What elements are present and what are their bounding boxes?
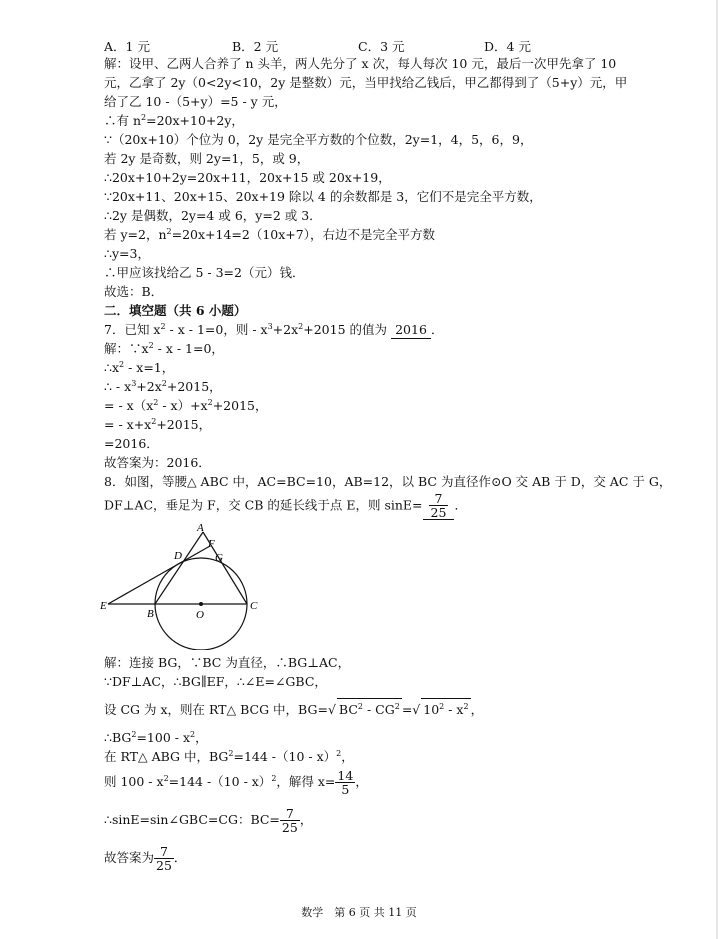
sqrt-bc-cg: $BC^2 - CG^2$: [337, 698, 402, 721]
q6-solution-line: ∴20x+10+2y=20x+11，20x+15 或 20x+19，: [104, 170, 391, 185]
q6-solution-line: 若 y=2，$n^2=20x+14=2(10x+7)$，右边不是完全平方数: [104, 227, 435, 242]
option-a: A．1 元: [104, 39, 150, 54]
q6-solution-line: 元，乙拿了 2y（0<2y<10，2y 是整数）元，当甲找给乙钱后，甲乙都得到了（5+y）元，甲: [104, 75, 628, 90]
line-ab: [155, 532, 203, 604]
q8-solution-line: $\therefore BG^2=100 - x^2$，: [104, 730, 208, 745]
q6-solution-line: ∴2y 是偶数，2y=4 或 6，y=2 或 3．: [104, 208, 322, 223]
fraction-7-25: $\frac{7}{25}$: [281, 806, 298, 835]
q6-solution-line: ∴甲应该找给乙 5 - 3=2（元）钱．: [104, 265, 305, 280]
q7-solution-line: 故答案为：2016．: [104, 455, 211, 470]
q6-solution-line: ∴有 $n^2=20x+10+2y$，: [104, 113, 244, 128]
option-d: D．4 元: [484, 39, 531, 54]
label-g: G: [215, 552, 223, 564]
q7-solution-line: =2016．: [104, 436, 159, 451]
geometry-figure: [96, 520, 276, 650]
line-ef: [108, 546, 210, 604]
q8-stem: 8．如图，等腰△ ABC 中，AC=BC=10，AB=12，以 BC 为直径作⊙O 交 AB 于 D，交 AC 于 G，: [104, 474, 672, 489]
fraction-14-5: $\frac{14}{5}$: [337, 768, 354, 797]
q8-answer-fraction: $\frac{7}{25}$: [423, 492, 455, 520]
q6-solution-line: 解：设甲、乙两人合养了 n 头羊，两人先分了 x 次，每人每次 10 元，最后一次甲先拿了 10: [104, 56, 617, 71]
q6-solution-line: ∵20x+11、20x+15、20x+19 除以 4 的余数都是 3，它们不是完全平方数，: [104, 189, 542, 204]
q6-solution-line: ∴y=3，: [104, 246, 150, 261]
q7-solution-line: = - $x+x^2+2015$，: [104, 417, 212, 432]
option-b: B．2 元: [232, 39, 279, 54]
q8-solution-line: 设 CG 为 x，则在 RT△ BCG 中，BG=√ $BC^2 - CG^2$ =√ $10^2 - x^2$ ，: [104, 698, 483, 721]
label-f: F: [208, 538, 215, 550]
section-title: 二．填空题（共 6 小题）: [104, 303, 247, 318]
q7-answer-blank: 2016: [391, 322, 431, 339]
q8-stem: DF⊥AC，垂足为 F，交 CB 的延长线于点 E，则 sinE= $\frac{7}{25}$ ．: [104, 491, 467, 520]
label-o: O: [196, 609, 204, 621]
option-c: C．3 元: [358, 39, 405, 54]
q6-solution-line: ∵（20x+10）个位为 0，2y 是完全平方数的个位数，2y=1，4，5，6，9，: [104, 132, 533, 147]
label-d: D: [174, 550, 182, 562]
q7-solution-line: = - $x(x^2 - x)+x^2+2015$，: [104, 398, 268, 413]
q7-solution-line: ∴ - $x^3+2x^2+2015$，: [104, 379, 222, 394]
q7-stem: 7．已知 $x^2 - x - 1=0$，则 - $x^3+2x^2+2015$ 的值为 2016 ．: [104, 322, 444, 337]
q6-solution-line: 故选：B．: [104, 284, 164, 299]
q8-solution-line: ∵DF⊥AC，∴BG∥EF，∴∠E=∠GBC，: [104, 674, 327, 689]
label-e: E: [100, 600, 107, 612]
q6-solution-line: 若 2y 是奇数，则 2y=1，5，或 9，: [104, 151, 310, 166]
q6-solution-line: 给了乙 10 -（5+y）=5 - y 元，: [104, 94, 287, 109]
q8-solution-line: 则 $100 - x^2=144$ -（10 - x）$^2$，解得 x= $\frac{14}{5}$ ，: [104, 768, 368, 797]
q8-answer-line: 故答案为 $\frac{7}{25}$ ．: [104, 844, 187, 873]
q8-solution-line: 解：连接 BG，∵BC 为直径，∴BG⊥AC，: [104, 655, 351, 670]
q8-solution-line: ∴sinE=sin∠GBC=CG：BC= $\frac{7}{25}$ ，: [104, 806, 313, 835]
label-c: C: [250, 600, 258, 612]
label-a: A: [197, 522, 204, 534]
sqrt-100-x2: $10^2 - x^2$: [421, 698, 470, 721]
fraction-7-25: $\frac{7}{25}$: [156, 844, 172, 873]
page-footer: 数学 第 6 页 共 11 页: [301, 906, 417, 919]
center-point-o: [199, 602, 203, 606]
label-b: B: [147, 608, 154, 620]
q7-solution-line: 解：$\because x^2 - x - 1=0$，: [104, 341, 224, 356]
q7-solution-line: $\therefore x^2 - x=1$，: [104, 360, 175, 375]
q8-solution-line: 在 RT△ ABG 中，$BG^2=144$ -（10 - x）$^2$，: [104, 749, 354, 764]
